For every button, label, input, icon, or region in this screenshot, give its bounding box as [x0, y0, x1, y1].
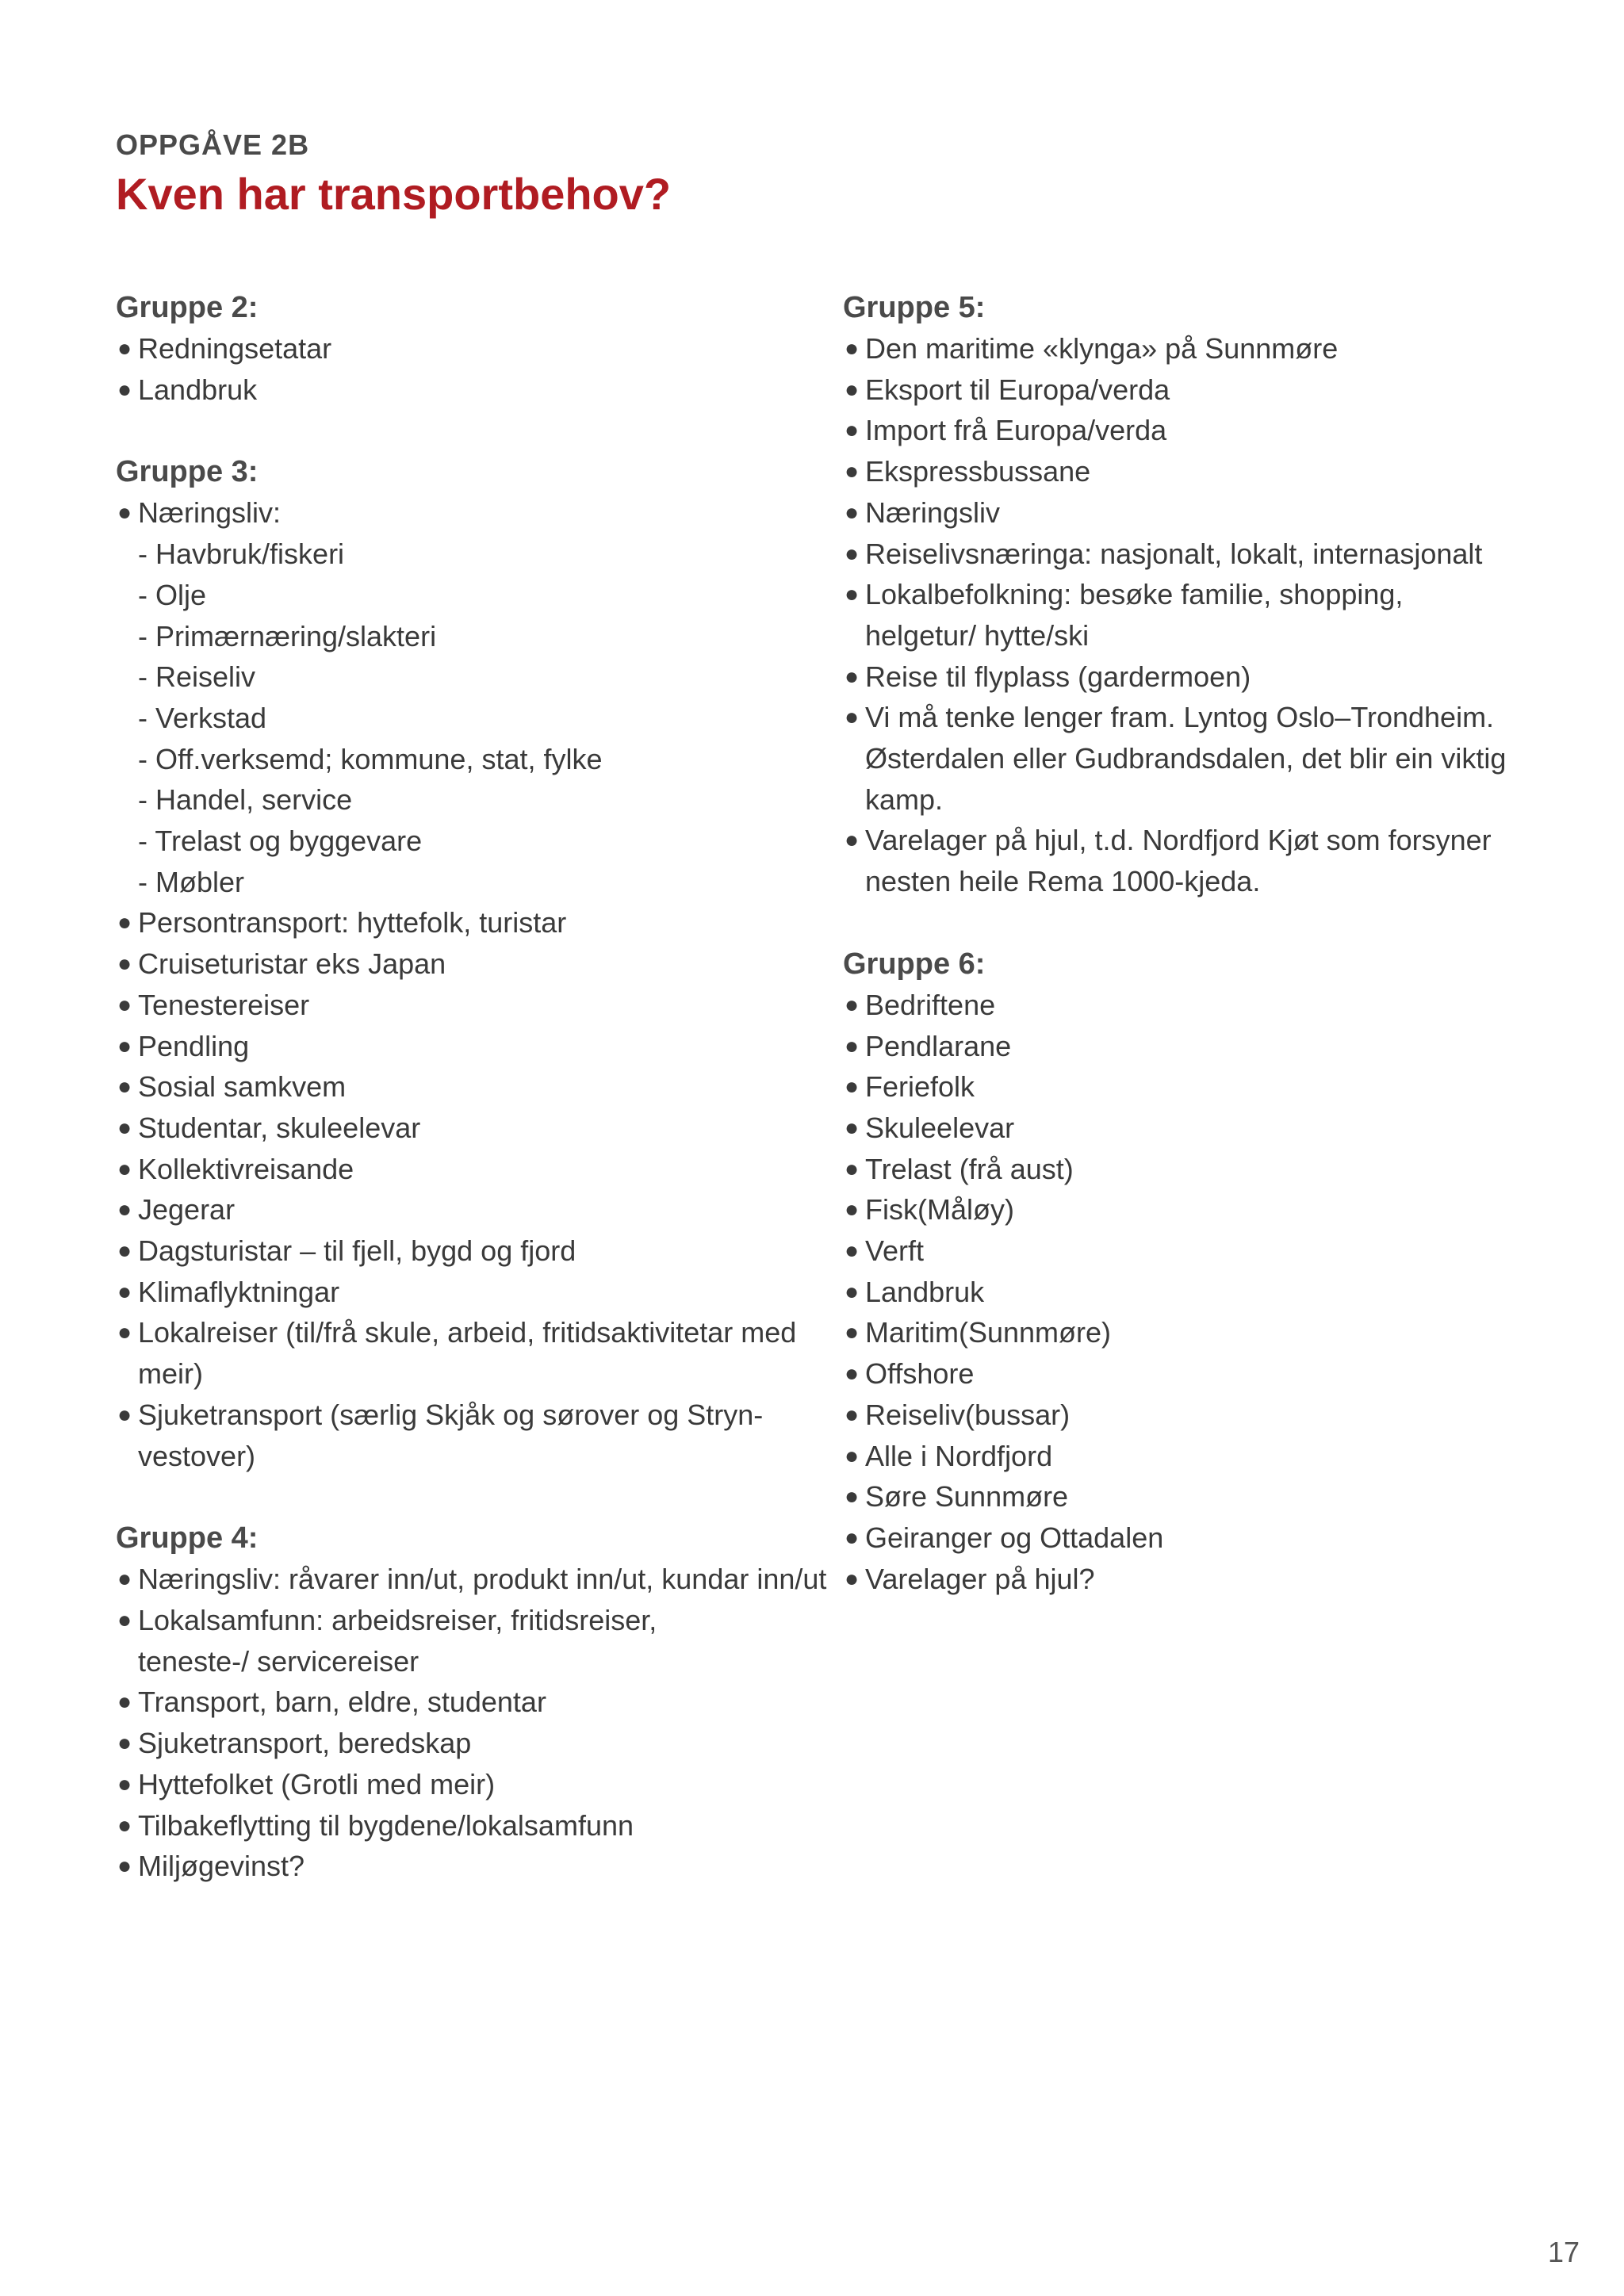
bullet-icon: ● [845, 1032, 860, 1059]
sub-list-item: - Olje [138, 578, 207, 611]
list-item: ● Næringsliv: [116, 492, 829, 534]
list-item: ● Redningsetatar [116, 328, 829, 369]
bullet-icon: ● [845, 1360, 860, 1387]
list-item: ● Geiranger og Ottadalen [843, 1517, 1557, 1559]
list-item: ● Landbruk [116, 369, 829, 411]
list-item: ● Hyttefolket (Grotli med meir) [116, 1764, 829, 1805]
bullet-icon: ● [117, 1770, 132, 1797]
bullet-icon: ● [845, 1401, 860, 1428]
list-item: ● Ekspressbussane [843, 451, 1557, 492]
list-item: ● Vi må tenke lenger fram. Lyntog Oslo–Trondheim. Østerdalen eller Gudbrandsdalen, det blir ein viktig kamp. [843, 697, 1547, 820]
list-item: ● Reiseliv(bussar) [843, 1395, 1557, 1436]
bullet-icon: ● [117, 1401, 132, 1428]
bullet-icon: ● [845, 1442, 860, 1469]
bullet-icon: ● [117, 1730, 132, 1757]
list-item: ● Feriefolk [843, 1066, 1557, 1108]
bullet-icon: ● [117, 1155, 132, 1182]
bullet-icon: ● [117, 1566, 132, 1593]
list-item: ● Kollektivreisande [116, 1149, 829, 1190]
bullet-icon: ● [117, 1073, 132, 1100]
list-item: ● Søre Sunnmøre [843, 1476, 1557, 1517]
list-item: ● Lokalreiser (til/frå skule, arbeid, fritidsaktivitetar med meir) [116, 1312, 829, 1394]
list-item: ● Landbruk [843, 1272, 1557, 1313]
bullet-icon: ● [845, 827, 860, 854]
bullet-icon: ● [845, 1073, 860, 1100]
bullet-icon: ● [845, 417, 860, 444]
list-item: ● Bedriftene [843, 985, 1557, 1026]
bullet-icon: ● [845, 663, 860, 690]
sub-list-item: - Møbler [138, 865, 244, 898]
sub-list-item: - Off.verksemd; kommune, stat, fylke [138, 742, 603, 775]
list-item: ● Jegerar [116, 1189, 829, 1230]
group-2-heading: Gruppe 2: [116, 291, 259, 324]
bullet-icon: ● [117, 1853, 132, 1880]
bullet-icon: ● [845, 1565, 860, 1592]
group-4-list [116, 1559, 829, 1887]
list-item: ● Varelager på hjul, t.d. Nordfjord Kjøt som forsyner nesten heile Rema 1000-kjeda. [843, 820, 1539, 901]
list-item: ● Studentar, skuleelevar [116, 1108, 829, 1149]
group-3-heading: Gruppe 3: [116, 455, 259, 489]
list-item: ● Sjuketransport (særlig Skjåk og sørover og Stryn-vestover) [116, 1395, 829, 1476]
page-number: 17 [1547, 2236, 1580, 2268]
bullet-icon: ● [117, 1114, 132, 1141]
list-item: ● Varelager på hjul? [843, 1559, 1557, 1600]
group-3-list [116, 492, 829, 1476]
bullet-icon: ● [845, 1114, 860, 1141]
group-5 [843, 287, 1557, 902]
bullet-icon: ● [845, 458, 860, 485]
group-5-heading: Gruppe 5: [843, 291, 986, 324]
group-2-list [116, 328, 829, 410]
sub-list-item: - Primærnæring/slakteri [138, 619, 437, 652]
list-item: ● Import frå Europa/verda [843, 410, 1557, 451]
sub-list-item: - Handel, service [138, 783, 353, 817]
bullet-icon: ● [117, 1689, 132, 1716]
bullet-icon: ● [845, 376, 860, 403]
list-item: ● Tilbakeflytting til bygdene/lokalsamfunn [116, 1805, 829, 1846]
sub-list-item: - Reiseliv [138, 660, 256, 694]
bullet-icon: ● [117, 1812, 132, 1839]
bullet-icon: ● [117, 909, 132, 936]
group-5-list [843, 328, 1557, 902]
group-6 [843, 943, 1557, 1600]
list-item: ● Sosial samkvem [116, 1066, 829, 1108]
bullet-icon: ● [845, 991, 860, 1018]
list-item: ● Tenestereiser [116, 985, 829, 1026]
group-2 [116, 287, 829, 410]
list-item: ● Transport, barn, eldre, studentar [116, 1682, 829, 1723]
group-4 [116, 1517, 829, 1887]
bullet-icon: ● [117, 335, 132, 362]
list-item: ● Trelast (frå aust) [843, 1149, 1557, 1190]
list-item: ● Verft [843, 1230, 1557, 1272]
list-item: ● Offshore [843, 1353, 1557, 1395]
bullet-icon: ● [845, 1155, 860, 1182]
bullet-icon: ● [117, 499, 132, 526]
bullet-icon: ● [117, 376, 132, 403]
left-column [116, 287, 829, 1928]
list-item: ● Maritim(Sunnmøre) [843, 1312, 1557, 1353]
page-title: Kven har transportbehov? [116, 169, 672, 219]
sub-list-item: - Havbruk/fiskeri [138, 538, 345, 571]
bullet-icon: ● [845, 1524, 860, 1551]
sub-list-item: - Trelast og byggevare [138, 825, 423, 858]
bullet-icon: ● [845, 704, 860, 731]
bullet-icon: ● [845, 1196, 860, 1223]
list-item: ● Dagsturistar – til fjell, bygd og fjord [116, 1230, 829, 1272]
list-item: ● Eksport til Europa/verda [843, 369, 1557, 411]
right-column [843, 287, 1557, 1640]
sub-list-item: - Verkstad [138, 701, 267, 734]
bullet-icon: ● [845, 540, 860, 567]
list-item: ● Den maritime «klynga» på Sunnmøre [843, 328, 1557, 369]
bullet-icon: ● [845, 499, 860, 526]
list-item: ● Næringsliv [843, 492, 1557, 534]
bullet-icon: ● [117, 1606, 132, 1633]
bullet-icon: ● [117, 1196, 132, 1223]
bullet-icon: ● [845, 1319, 860, 1346]
bullet-icon: ● [117, 991, 132, 1018]
bullet-icon: ● [845, 1238, 860, 1265]
list-item: ● Pendlarane [843, 1026, 1557, 1067]
list-item: ● Reiselivsnæringa: nasjonalt, lokalt, internasjonalt [843, 534, 1557, 575]
bullet-icon: ● [117, 1278, 132, 1305]
group-4-heading: Gruppe 4: [116, 1521, 259, 1556]
bullet-icon: ● [845, 581, 860, 608]
list-item: ● Lokalsamfunn: arbeidsreiser, fritidsreiser, teneste-/ servicereiser [116, 1600, 725, 1682]
bullet-icon: ● [117, 951, 132, 978]
bullet-icon: ● [845, 1483, 860, 1510]
bullet-icon: ● [117, 1319, 132, 1346]
group-6-heading: Gruppe 6: [843, 947, 986, 981]
bullet-icon: ● [117, 1032, 132, 1059]
bullet-icon: ● [845, 1278, 860, 1305]
list-item: ● Miljøgevinst? [116, 1846, 829, 1887]
list-item: ● Næringsliv: råvarer inn/ut, produkt inn/ut, kundar inn/ut [116, 1559, 829, 1600]
bullet-icon: ● [117, 1238, 132, 1265]
group-6-list [843, 985, 1557, 1600]
list-item: ● Alle i Nordfjord [843, 1436, 1557, 1477]
list-item: ● Reise til flyplass (gardermoen) [843, 656, 1557, 698]
list-item: ● Fisk(Måløy) [843, 1189, 1557, 1230]
list-item: ● Skuleelevar [843, 1108, 1557, 1149]
group-3 [116, 451, 829, 1476]
list-item: ● Pendling [116, 1026, 829, 1067]
list-item: ● Klimaflyktningar [116, 1272, 829, 1313]
task-label: OPPGÅVE 2B [116, 128, 310, 161]
list-item: ● Lokalbefolkning: besøke familie, shopping, helgetur/ hytte/ski [843, 574, 1484, 656]
list-item: ● Persontransport: hyttefolk, turistar [116, 902, 829, 943]
list-item: ● Sjuketransport, beredskap [116, 1723, 829, 1764]
list-item: ● Cruiseturistar eks Japan [116, 943, 829, 985]
bullet-icon: ● [845, 335, 860, 362]
